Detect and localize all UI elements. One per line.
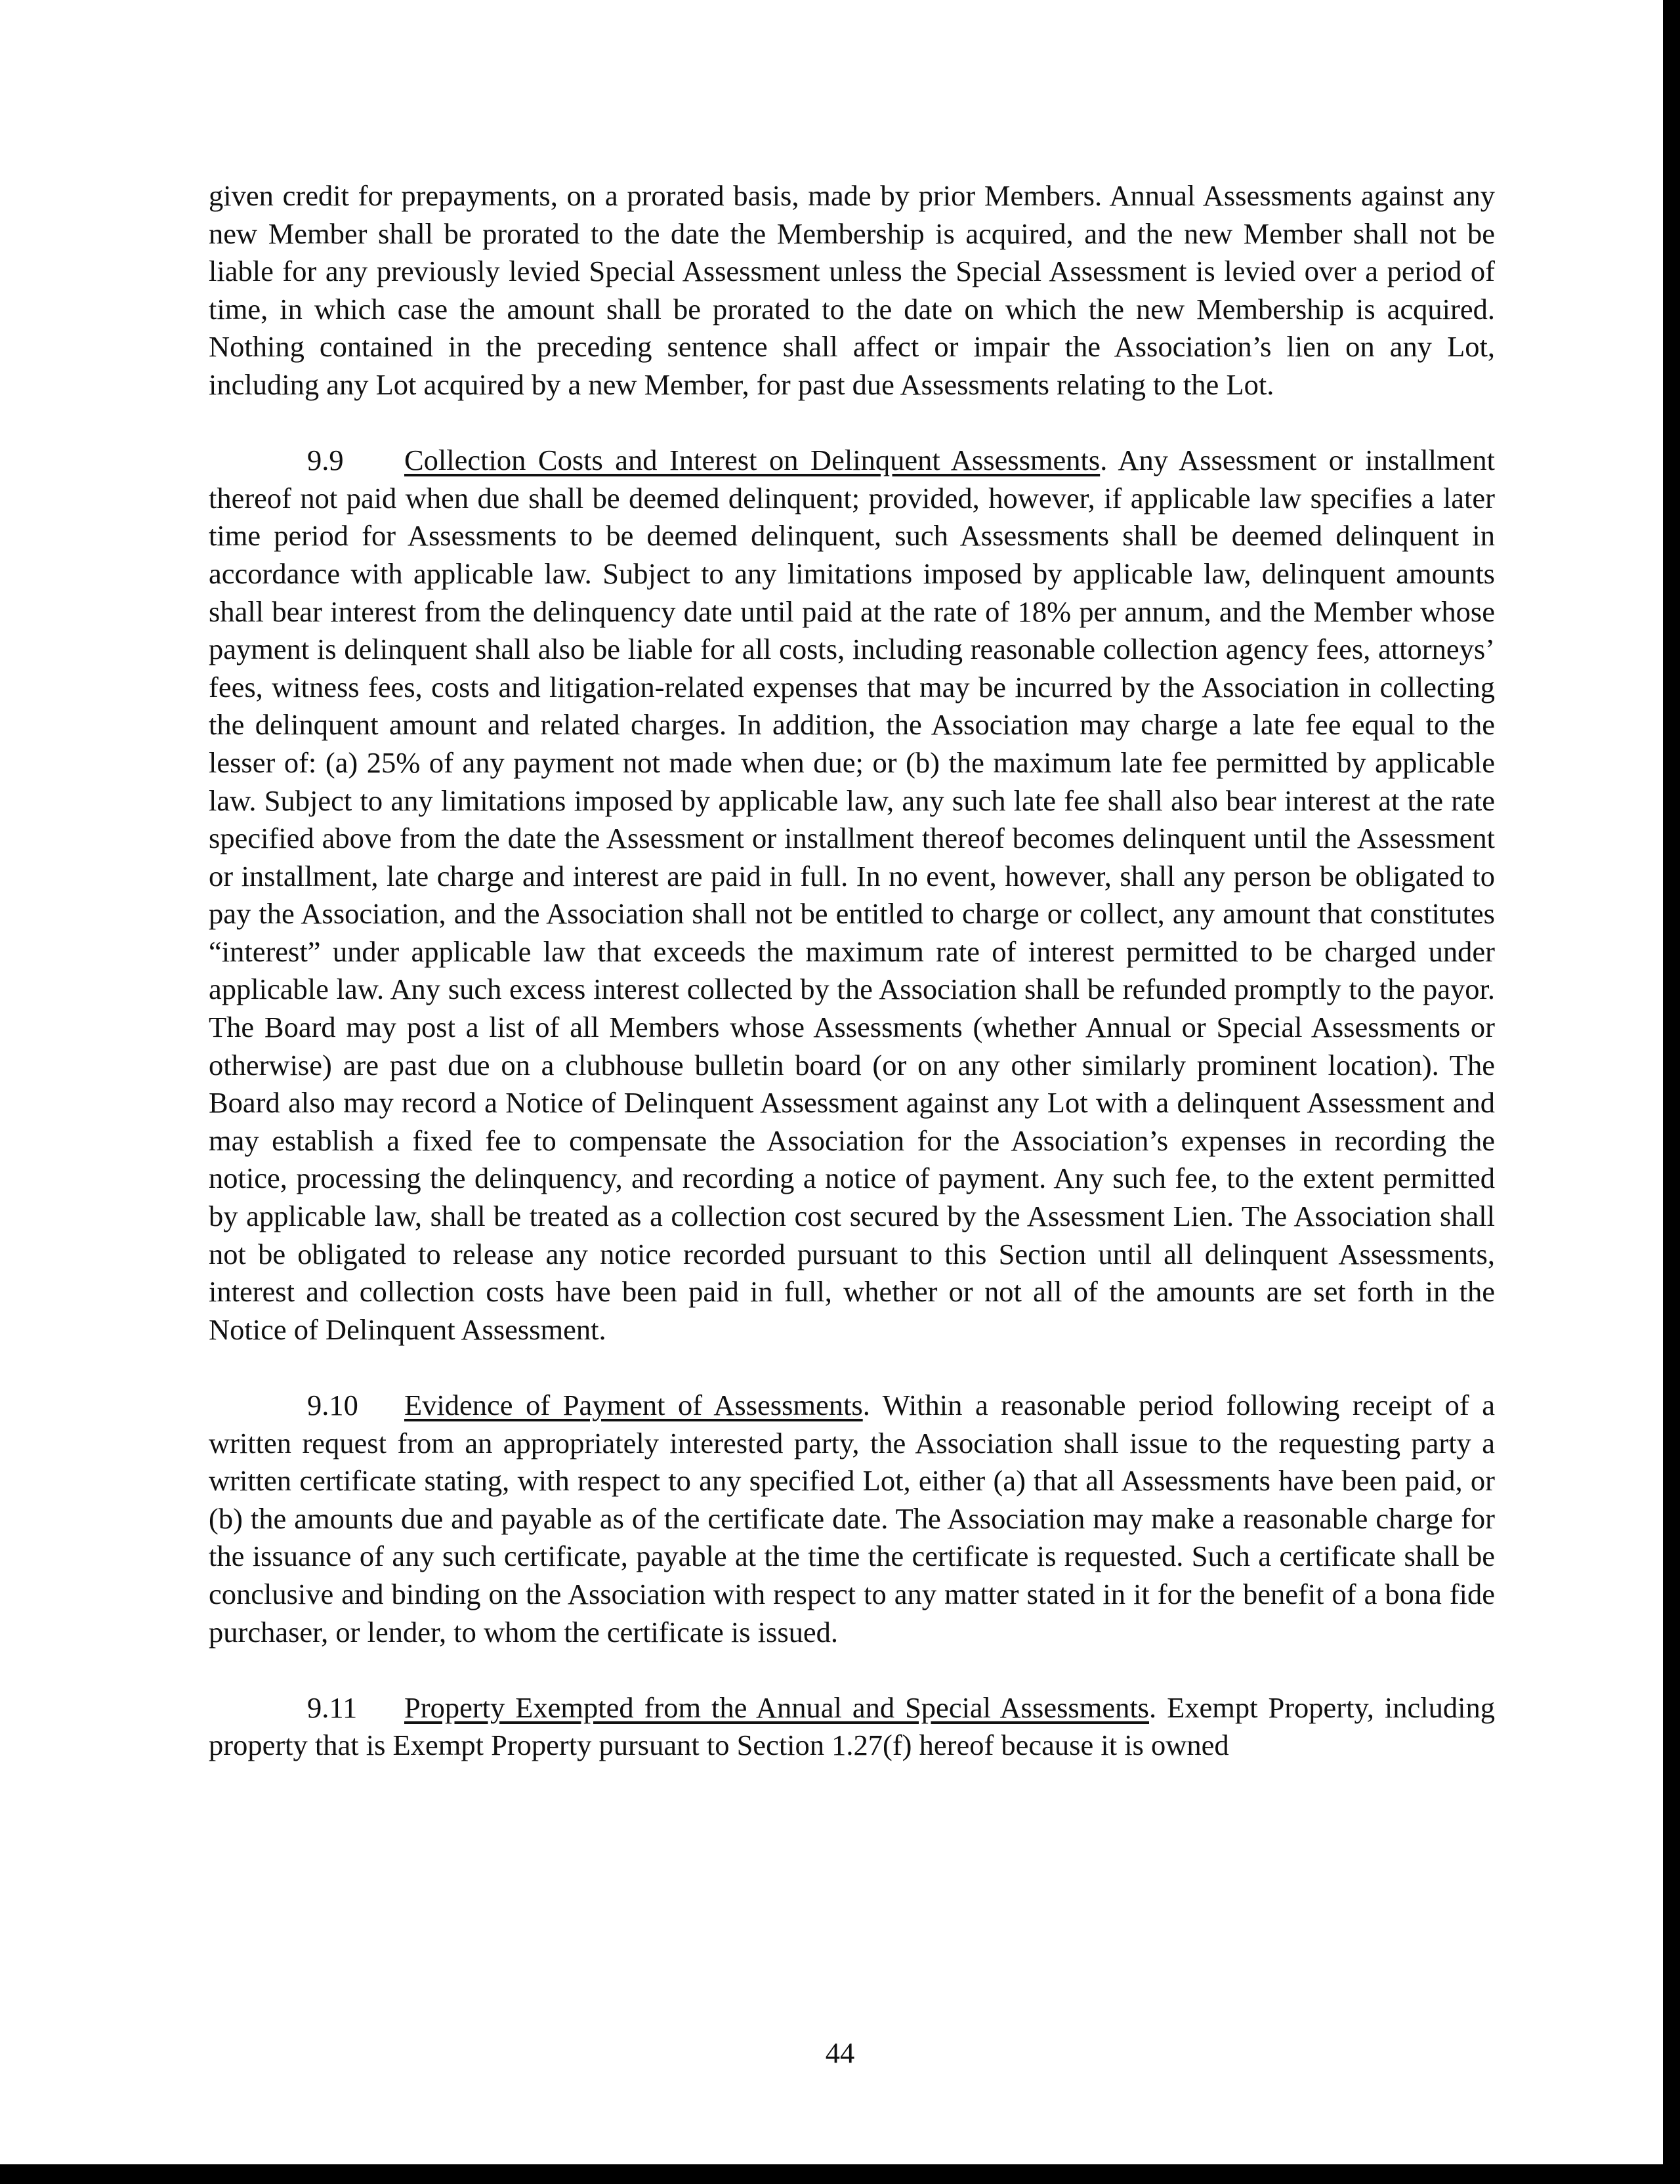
page-number: 44 <box>825 2036 855 2069</box>
section-body: . Within a reasonable period following receipt of a written request from an appropriately interested party, the Association shall issue to the requesting party a written certificate stating, with respect to any specified Lot, either (a) that all Assessments have been paid, or (b) the amounts due and payable as of the certificate date. The Association may make a reasonable charge for the issuance of any such certificate, payable at the time the certificate is requested. Such a certificate shall be conclusive and binding on the Association with respect to any matter stated in it for the benefit of a bona fide purchaser, or lender, to whom the certificate is issued. <box>209 1389 1495 1648</box>
section-9-11 <box>209 1689 1495 1765</box>
section-9-10 <box>209 1387 1495 1651</box>
section-body: . Exempt Property, including property that is Exempt Property pursuant to Section 1.27(f) hereof because it is owned <box>209 1690 1495 1762</box>
section-body: . Any Assessment or installment thereof not paid when due shall be deemed delinquent; provided, however, if applicable law specifies a later time period for Assessments to be deemed delinquent, such Assessments shall be deemed delinquent in accordance with applicable law. Subject to any limitations imposed by applicable law, delinquent amounts shall bear interest from the delinquency date until paid at the rate of 18% per annum, and the Member whose payment is delinquent shall also be liable for all costs, including reasonable collection agency fees, attorneys’ fees, witness fees, costs and litigation-related expenses that may be incurred by the Association in collecting the delinquent amount and related charges. In addition, the Association may charge a late fee equal to the lesser of: (a) 25% of any payment not made when due; or (b) the maximum late fee permitted by applicable law. Subject to any limitations imposed by applicable law, any such late fee shall also bear interest at the rate specified above from the date the Assessment or installment thereof becomes delinquent until the Assessment or installment, late charge and interest are paid in full. In no event, however, shall any person be obligated to pay the Association, and the Association shall not be entitled to charge or collect, any amount that constitutes “interest” under applicable law that exceeds the maximum rate of interest permitted to be charged under applicable law. Any such excess interest collected by the Association shall be refunded promptly to the payor. The Board may post a list of all Members whose Assessments (whether Annual or Special Assessments or otherwise) are past due on a clubhouse bulletin board (or on any other similarly prominent location). The Board also may record a Notice of Delinquent Assessment against any Lot with a delinquent Assessment and may establish a fixed fee to compensate the Association for the Association’s expenses in recording the notice, processing the delinquency, and recording a notice of payment. Any such fee, to the extent permitted by applicable law, shall be treated as a collection cost secured by the Assessment Lien. The Association shall not be obligated to release any notice recorded pursuant to this Section until all delinquent Assessments, interest and collection costs have been paid in full, whether or not all of the amounts are set forth in the Notice of Delinquent Assessment. <box>209 444 1496 1346</box>
scan-border-bottom <box>0 2164 1680 2184</box>
section-title: Property Exempted from the Annual and Special Assessments <box>404 1690 1149 1724</box>
section-number: 9.11 <box>307 1690 358 1724</box>
section-title: Evidence of Payment of Assessments <box>404 1389 863 1421</box>
section-9-9 <box>209 442 1495 1349</box>
page-content <box>209 177 1495 1803</box>
section-title: Collection Costs and Interest on Delinquent Assessments <box>404 444 1101 477</box>
section-number: 9.10 <box>307 1389 358 1421</box>
section-number: 9.9 <box>307 444 344 477</box>
scan-border-right <box>1663 0 1680 2184</box>
paragraph-continuation: given credit for prepayments, on a prorated basis, made by prior Members. Annual Assessments against any new Member shall be prorated to the date the Membership is acquired, and the new Member shall not be liable for any previously levied Special Assessment unless the Special Assessment is levied over a period of time, in which case the amount shall be prorated to the date on which the new Membership is acquired. Nothing contained in the preceding sentence shall affect or impair the Association’s lien on any Lot, including any Lot acquired by a new Member, for past due Assessments relating to the Lot. <box>209 179 1495 401</box>
